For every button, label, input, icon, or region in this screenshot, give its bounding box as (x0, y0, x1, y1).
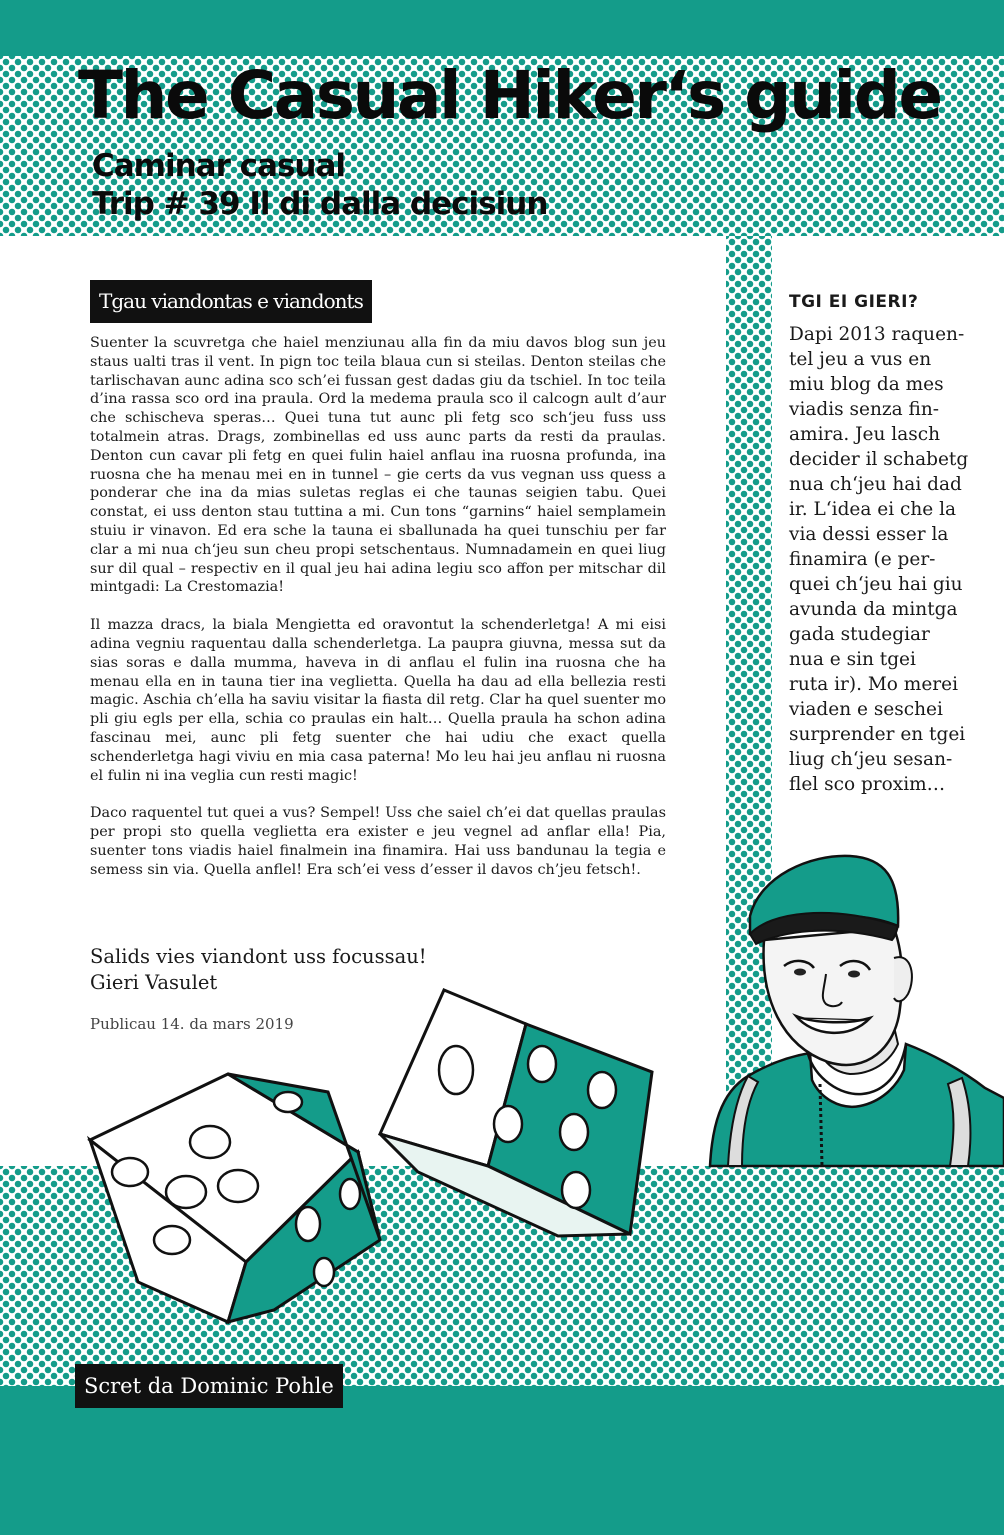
hiker-portrait-illustration (700, 848, 1004, 1166)
sidebar-line: liug ch‘jeu sesan- (789, 749, 953, 770)
sidebar-line: miu blog da mes (789, 374, 944, 395)
author-signature: Gieri Vasulet (90, 971, 218, 994)
publish-date: Publicau 14. da mars 2019 (90, 1015, 294, 1033)
top-teal-band (0, 0, 1004, 56)
sidebar-line: nua e sin tgei (789, 649, 916, 670)
sidebar-line: nua ch‘jeu hai dad (789, 474, 962, 495)
sidebar-heading: TGI EI GIERI? (789, 292, 919, 312)
article-paragraph: Il mazza dracs, la biala Mengietta ed oravontut la schenderletga! A mi eisi adina vegniu raquentau dalla schenderletga. La paupra giuvna, messa sut da sias soras e dalla mumma, haveva in di anflau el fulin ina ruosna che ha menau ella en in tauna tier ina veglietta. Quella ha dau ad ella bellezia resti magic. Aschia ch’ella ha saviu visitar la fiasta dil retg. Clar ha quel suenter mo pli giu egls per ella, schia co praulas ein halt… Quella praula ha schon adina fascinau mei, aunc pli fetg suenter che hai udiu che exact quella schenderletga hagi viviu en mia casa paterna! Mo leu hai jeu anflau ni ruosna el fulin ni ina veglia cun resti magic! (90, 617, 666, 784)
article-paragraph: Daco raquentel tut quei a vus? Sempel! Uss che saiel ch’ei dat quellas praulas per propi sto quella veglietta era exister e jeu vegnel ad anflar ella! Pia, suenter tons viadis haiel finalmein ina finamira. Hai uss bandunau la tegia e semess sin via. Quella anflel! Era sch’ei vess d’esser il davos ch’jeu fetsch!. (90, 805, 666, 878)
sidebar-line: finamira (e per- (789, 549, 936, 570)
bottom-teal-band (0, 1386, 1004, 1535)
sidebar-bio (789, 322, 989, 797)
author-credit: Scret da Dominic Pohle (75, 1364, 343, 1408)
sidebar-line: surprender en tgei (789, 724, 966, 745)
left-die (90, 1074, 380, 1322)
sidebar-line: amira. Jeu lasch (789, 424, 940, 445)
sidebar-line: gada studegiar (789, 624, 930, 645)
article-paragraph: Suenter la scuvretga che haiel menziunau alla fin da miu davos blog sun jeu staus ualti tras il vent. In pign toc teila blaua cun si steilas. Denton steilas che tarlischavan aunc adina sco sch’ei fussan gest dadas giu da tschiel. In toc teila d’ina rassa sco ord ina praula. Ord la medema praula sco il calcogn ault d’aur che schischeva speras… Quei tuna tut aunc pli fetg sco sch‘jeu fuss uss totalmein atras. Drags, zombinellas ed uss aunc parts da resti da praulas. Denton cun cavar pli fetg en quei fulin haiel anflau ina ruosna profunda, ina ruosna che ha menau mei en in tunnel – gie certs da vus vegnan uss quess a ponderar che ina da mias suletas reglas ei che taunas seigien tabu. Quei constat, ei uss denton stau tuttina a mi. Cun tons “garnins“ haiel semplamein stuiu ir vinavon. Ed era sche la tauna ei sballunada ha quei tunschiu per far clar a mi nua ch‘jeu sun cheu propi setschentaus. Numnadamein en quei liug sur dil qual – respectiv en il qual jeu hai adina legiu sco affon per mitschar dil mintgadi: La Crestomazia! (90, 335, 666, 596)
greeting-text: Salids vies viandont uss focussau! (90, 945, 427, 968)
article-heading: Tgau viandontas e viandonts (90, 280, 372, 323)
article-body (90, 334, 666, 899)
subtitle-block (92, 148, 547, 224)
sidebar-line: Dapi 2013 raquen- (789, 324, 965, 345)
sidebar-line: ir. L‘idea ei che la (789, 499, 957, 520)
sidebar-line: via dessi esser la (789, 524, 949, 545)
sidebar-line: flel sco proxim… (789, 774, 946, 795)
trip-title: Trip # 39 Il di dalla decisiun (92, 185, 548, 222)
sidebar-line: viaden e seschei (789, 699, 943, 720)
page-title: The Casual Hiker‘s guide (78, 57, 941, 134)
sidebar-line: ruta ir). Mo merei (789, 674, 959, 695)
sidebar-line: tel jeu a vus en (789, 349, 932, 370)
sidebar-line: quei ch‘jeu hai giu (789, 574, 963, 595)
sidebar-line: decider il schabetg (789, 449, 969, 470)
series-name: Caminar casual (92, 148, 346, 184)
sidebar-line: avunda da mintga (789, 599, 958, 620)
right-die (380, 990, 652, 1236)
dice-illustration (88, 982, 688, 1322)
sidebar-line: viadis senza fin- (789, 399, 940, 420)
